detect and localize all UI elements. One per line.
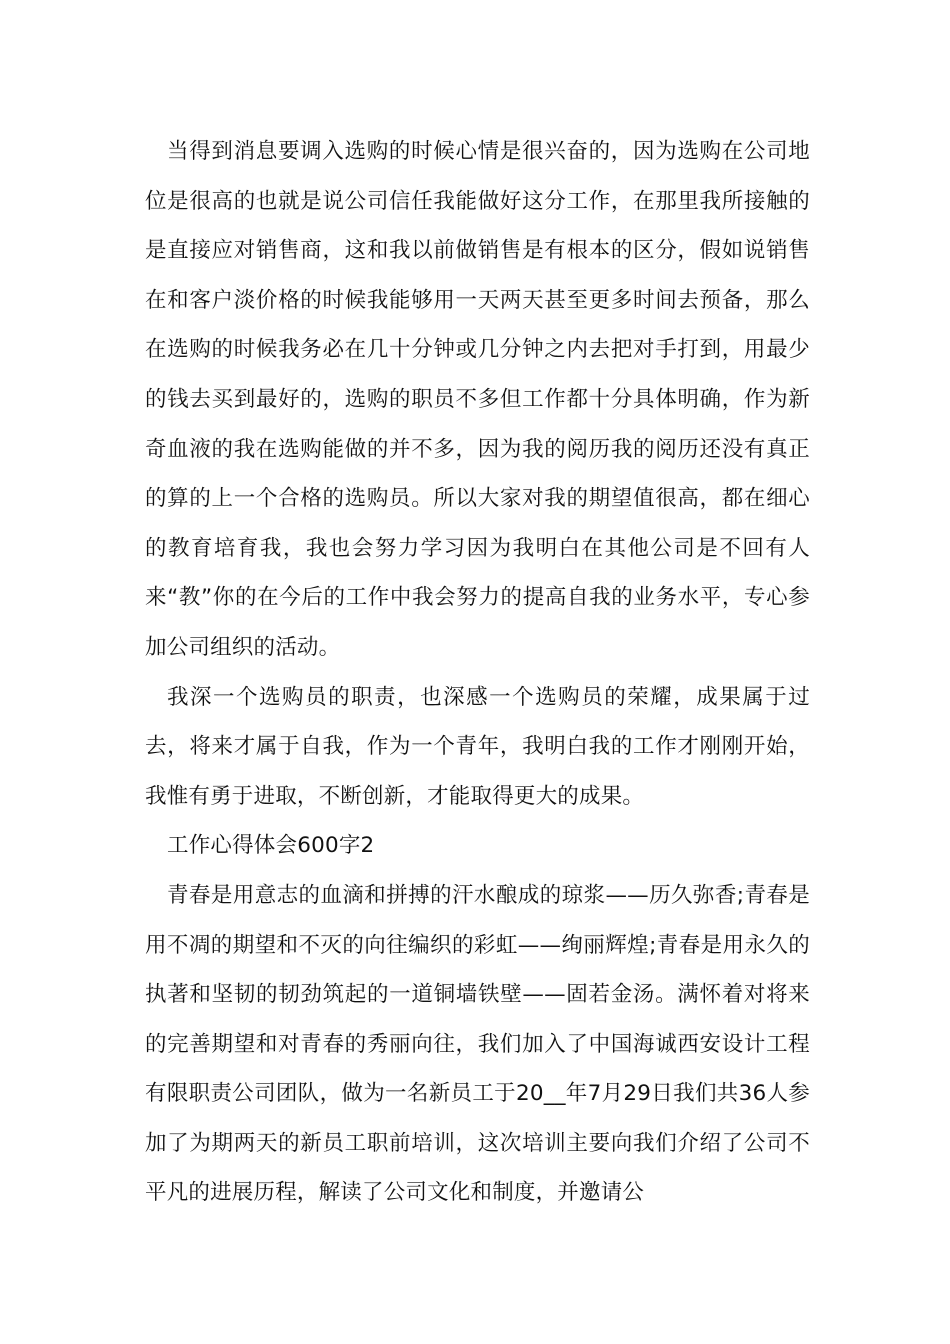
paragraph-youth: 青春是用意志的血滴和拼搏的汗水酿成的琼浆——历久弥香;青春是用不凋的期望和不灭的向往编织的彩虹——绚丽辉煌;青春是用永久的执著和坚韧的韧劲筑起的一道铜墙铁壁——固若金汤。满怀着对将来的完善期望和对青春的秀丽向往，我们加入了中国海诚西安设计工程有限职责公司团队，做为一名新员工于20__年7月29日我们共36人参加了为期两天的新员工职前培训，这次培训主要向我们介绍了公司不平凡的进展历程，解读了公司文化和制度，并邀请公 [145, 882, 810, 1206]
paragraph-procurement-role: 当得到消息要调入选购的时候心情是很兴奋的，因为选购在公司地位是很高的也就是说公司信任我能做好这分工作，在那里我所接触的是直接应对销售商，这和我以前做销售是有根本的区分，假如说销售在和客户淡价格的时候我能够用一天两天甚至更多时间去预备，那么在选购的时候我务必在几十分钟或几分钟之内去把对手打到，用最少的钱去买到最好的，选购的职员不多但工作都十分具体明确，作为新奇血液的我在选购能做的并不多，因为我的阅历我的阅历还没有真正的算的上一个合格的选购员。所以大家对我的期望值很高，都在细心的教育培育我，我也会努力学习因为我明白在其他公司是不回有人来“教”你的在今后的工作中我会努力的提高自我的业务水平，专心参加公司组织的活动。 [145, 139, 810, 660]
section-heading: 工作心得体会600字2 [167, 833, 375, 859]
document-body [145, 127, 810, 1218]
paragraph-responsibility: 我深一个选购员的职责，也深感一个选购员的荣耀，成果属于过去，将来才属于自我，作为一个青年，我明白我的工作才刚刚开始，我惟有勇于进取，不断创新，才能取得更大的成果。 [145, 684, 810, 809]
